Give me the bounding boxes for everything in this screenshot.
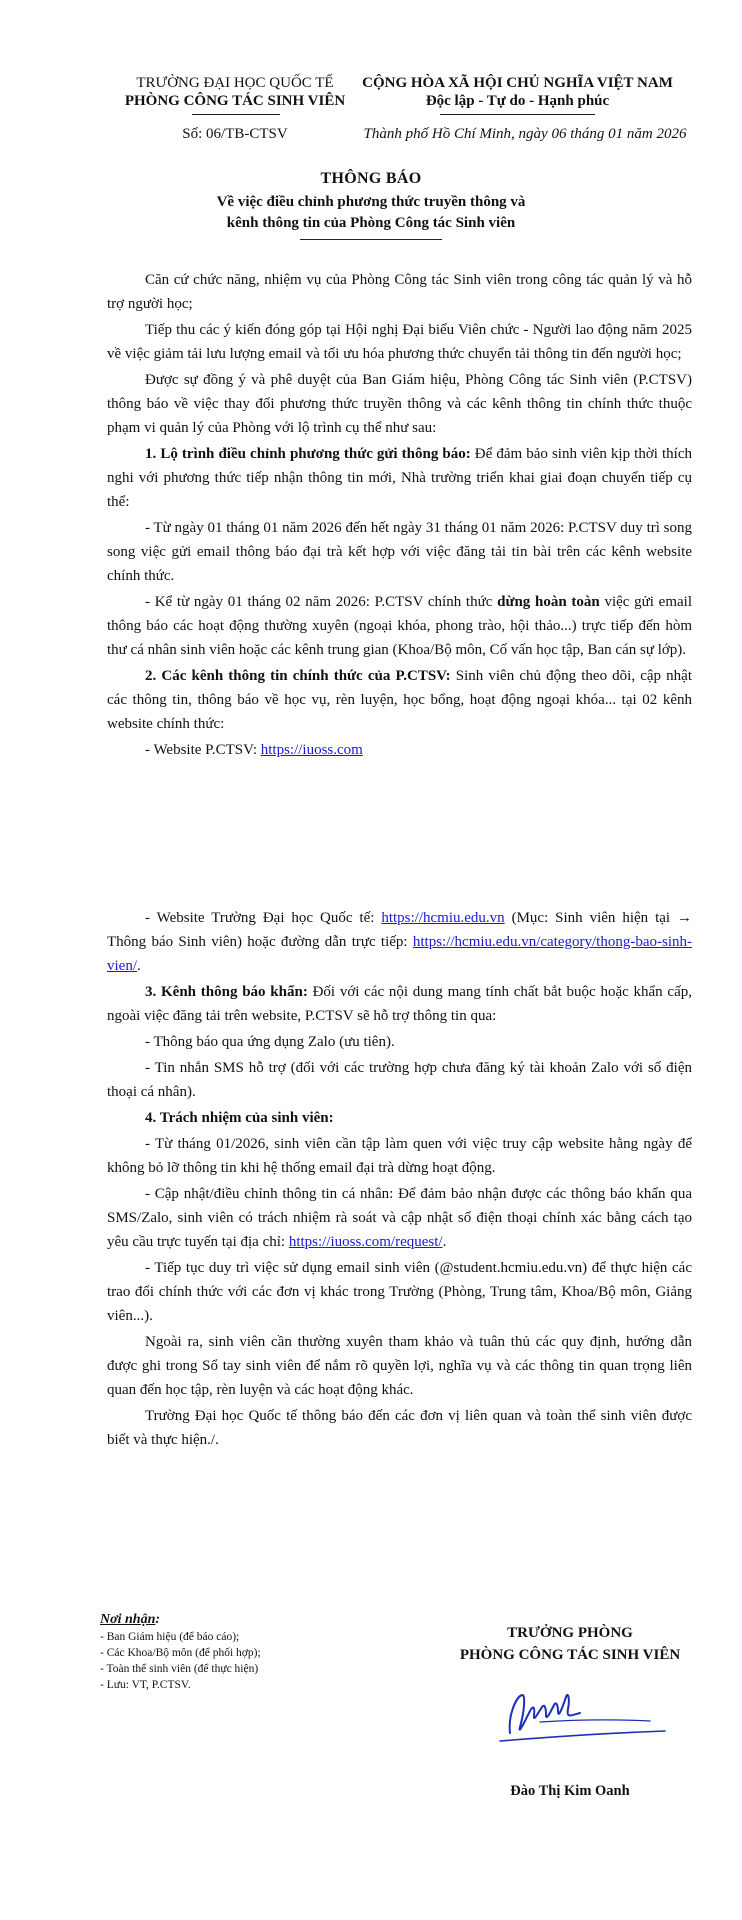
hcmiu-link[interactable]: https://hcmiu.edu.vn	[381, 910, 505, 926]
website-iu-path: (Mục: Sinh viên hiện tại → Thông báo Sinh viên) hoặc đường dẫn trực tiếp:	[107, 910, 693, 950]
recipients-heading	[100, 1611, 400, 1629]
motto-underline	[440, 114, 595, 115]
department-name: PHÒNG CÔNG TÁC SINH VIÊN	[124, 93, 346, 109]
section-1-bullet-2	[107, 590, 692, 662]
section-4-heading: 4. Trách nhiệm của sinh viên:	[145, 1110, 334, 1126]
recipients-title: Nơi nhận	[100, 1612, 156, 1627]
section-4-bullet-1: - Từ tháng 01/2026, sinh viên cần tập làm quen với việc truy cập website hằng ngày để không bỏ lỡ thông tin khi hệ thống email đại trà dừng hoạt động.	[107, 1136, 692, 1176]
blank-space	[107, 764, 692, 906]
signer-name: Đào Thị Kim Oanh	[510, 1783, 630, 1799]
section-3-bullet-1: - Thông báo qua ứng dụng Zalo (ưu tiên).	[145, 1034, 395, 1050]
document-subtitle	[0, 192, 742, 234]
request-link[interactable]: https://iuoss.com/request/	[288, 1234, 443, 1250]
section-4-bullet-3: - Tiếp tục duy trì việc sử dụng email sinh viên (@student.hcmiu.edu.vn) để thực hiện các trao đổi chính thức với các đơn vị khác trong Trường (Phòng, Trung tâm, Khoa/Bộ môn, Giảng viên...).	[107, 1260, 692, 1324]
section-1	[107, 442, 692, 514]
subtitle-line-1: Về việc điều chỉnh phương thức truyền thông và	[216, 194, 526, 210]
subtitle-line-2: kênh thông tin của Phòng Công tác Sinh viên	[226, 215, 516, 231]
bullet-2-lead: - Kể từ ngày 01 tháng 02 năm 2026: P.CTSV chính thức	[145, 594, 498, 610]
document-body	[107, 268, 692, 1454]
recipient-item: - Toàn thể sinh viên (để thực hiện)	[100, 1663, 259, 1675]
section-1-bullet-1: - Từ ngày 01 tháng 01 năm 2026 đến hết ngày 31 tháng 01 năm 2026: P.CTSV duy trì song song việc gửi email thông báo đại trà kết hợp với việc đăng tải tin bài trên các kênh website chính thức.	[107, 520, 692, 584]
section-4-bullet-2	[107, 1182, 692, 1254]
national-motto-block	[345, 74, 690, 110]
paragraph-approval: Được sự đồng ý và phê duyệt của Ban Giám hiệu, Phòng Công tác Sinh viên (P.CTSV) thông báo về việc thay đổi phương thức truyền thông và các kênh thông tin chính thức thuộc phạm vi quản lý của Phòng với lộ trình cụ thể như sau:	[107, 372, 692, 436]
document-title: THÔNG BÁO	[320, 170, 422, 187]
website-iu-item	[107, 906, 692, 978]
handwritten-signature	[480, 1675, 680, 1755]
stop-completely-emphasis: dừng hoàn toàn	[497, 594, 600, 610]
section-3-text: Đối với các nội dung mang tính chất bắt buộc hoặc khẩn cấp, ngoài việc đăng tải trên website, P.CTSV sẽ hỗ trợ thông tin qua:	[107, 984, 692, 1024]
signer-title: TRƯỞNG PHÒNG	[507, 1625, 633, 1641]
website-iu-label: - Website Trường Đại học Quốc tế:	[145, 910, 382, 926]
section-2	[107, 664, 692, 736]
section-3	[107, 980, 692, 1028]
recipients-block	[100, 1611, 400, 1693]
recipient-item: - Ban Giám hiệu (để báo cáo);	[100, 1631, 240, 1643]
period: .	[442, 1234, 447, 1250]
national-motto: Độc lập - Tự do - Hạnh phúc	[425, 93, 610, 109]
issuing-org-block	[85, 74, 385, 110]
section-1-text: Để đảm bảo sinh viên kịp thời thích nghi với phương thức tiếp nhận thông tin mới, Nhà trường triển khai giai đoạn chuyển tiếp cụ thể:	[107, 446, 692, 510]
paragraph-closing: Trường Đại học Quốc tế thông báo đến các đơn vị liên quan và toàn thể sinh viên được biết và thực hiện./.	[107, 1408, 692, 1448]
title-underline	[300, 239, 442, 240]
section-3-bullet-2: - Tin nhắn SMS hỗ trợ (đối với các trường hợp chưa đăng ký tài khoản Zalo với số điện thoại cá nhân).	[107, 1060, 692, 1100]
hcmiu-category-link[interactable]: https://hcmiu.edu.vn/category/thong-bao-sinh-vien/	[107, 934, 692, 974]
section-3-heading: 3. Kênh thông báo khẩn:	[145, 984, 308, 1000]
recipient-item: - Lưu: VT, P.CTSV.	[100, 1679, 191, 1691]
recipient-item: - Các Khoa/Bộ môn (để phối hợp);	[100, 1647, 261, 1659]
bullet-2-rest: việc gửi email thông báo các hoạt động thường xuyên (ngoại khóa, phong trào, hội thảo...) trực tiếp đến hòm thư cá nhân sinh viên hoặc các kênh trung gian (Khoa/Bộ môn, Cố vấn học tập, Ban cán sự lớp).	[107, 594, 692, 658]
signature-block	[440, 1622, 700, 1666]
paragraph-handbook: Ngoài ra, sinh viên cần thường xuyên tham khảo và tuân thủ các quy định, hướng dẫn được ghi trong Sổ tay sinh viên để nắm rõ quyền lợi, nghĩa vụ và các thông tin quan trọng liên quan đến học tập, rèn luyện và các hoạt động khác.	[107, 1334, 692, 1398]
org-underline	[192, 114, 280, 115]
section-4	[107, 1106, 692, 1130]
website-pctsv-item	[107, 738, 692, 762]
document-number: Số: 06/TB-CTSV	[182, 126, 288, 142]
recipients-colon: :	[155, 1612, 161, 1627]
university-name: TRƯỜNG ĐẠI HỌC QUỐC TẾ	[136, 75, 334, 91]
bullet-update-text: - Cập nhật/điều chỉnh thông tin cá nhân: Để đảm bảo nhận được các thông báo khẩn qua SMS/Zalo, sinh viên có trách nhiệm rà soát và cập nhật số điện thoại chính xác bằng cách tạo yêu cầu trực tuyến tại địa chỉ:	[107, 1186, 692, 1250]
section-2-text: Sinh viên chủ động theo dõi, cập nhật các thông tin, thông báo về học vụ, rèn luyện, học bổng, hoạt động ngoại khóa... tại 02 kênh website chính thức:	[107, 668, 692, 732]
website-pctsv-label: - Website P.CTSV:	[145, 742, 261, 758]
signer-department: PHÒNG CÔNG TÁC SINH VIÊN	[459, 1647, 681, 1663]
period: .	[137, 958, 141, 974]
place-date: Thành phố Hồ Chí Minh, ngày 06 tháng 01 năm 2026	[363, 126, 687, 142]
paragraph-feedback: Tiếp thu các ý kiến đóng góp tại Hội nghị Đại biểu Viên chức - Người lao động năm 2025 về việc giảm tải lưu lượng email và tối ưu hóa phương thức chuyển tải thông tin đến người học;	[107, 322, 692, 362]
section-1-heading: 1. Lộ trình điều chỉnh phương thức gửi thông báo:	[145, 446, 471, 462]
paragraph-basis: Căn cứ chức năng, nhiệm vụ của Phòng Công tác Sinh viên trong công tác quản lý và hỗ trợ người học;	[107, 272, 692, 312]
iuoss-link[interactable]: https://iuoss.com	[260, 742, 363, 758]
country-name: CỘNG HÒA XÃ HỘI CHỦ NGHĨA VIỆT NAM	[362, 75, 673, 91]
section-2-heading: 2. Các kênh thông tin chính thức của P.CTSV:	[145, 668, 451, 684]
